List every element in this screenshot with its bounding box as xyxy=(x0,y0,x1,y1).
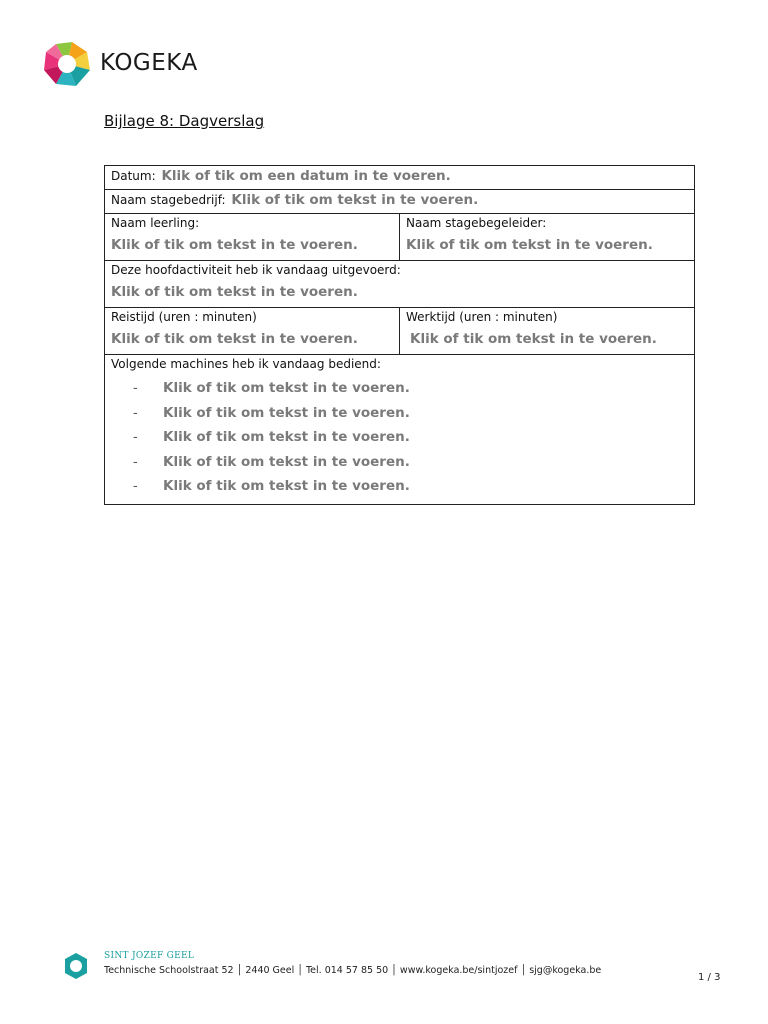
school-logo-icon xyxy=(62,952,90,980)
travel-time-label: Reistijd (uren : minuten) xyxy=(111,310,257,324)
date-row xyxy=(105,166,695,190)
machines-row xyxy=(105,355,695,505)
page-number: 1 / 3 xyxy=(698,972,721,983)
page-title: Bijlage 8: Dagverslag xyxy=(104,112,265,130)
travel-time-field[interactable]: Klik of tik om tekst in te voeren. xyxy=(111,331,358,347)
machines-list xyxy=(111,377,688,500)
names-row xyxy=(105,214,695,261)
supervisor-label: Naam stagebegeleider: xyxy=(406,216,547,230)
list-item xyxy=(133,377,688,402)
machine-field-2[interactable]: Klik of tik om tekst in te voeren. xyxy=(163,404,410,421)
bullet-dash: - xyxy=(133,479,138,494)
list-item xyxy=(133,475,688,500)
school-name: SINT JOZEF GEEL xyxy=(104,951,195,961)
time-row xyxy=(105,308,695,355)
bullet-dash: - xyxy=(133,381,138,396)
student-field[interactable]: Klik of tik om tekst in te voeren. xyxy=(111,237,358,253)
list-item xyxy=(133,451,688,476)
machine-field-1[interactable]: Klik of tik om tekst in te voeren. xyxy=(163,380,410,396)
company-row xyxy=(105,190,695,214)
list-item xyxy=(133,402,688,427)
brand-name: KOGEKA xyxy=(100,50,198,76)
activity-row xyxy=(105,261,695,308)
company-label: Naam stagebedrijf: xyxy=(111,193,226,207)
work-time-field[interactable]: Klik of tik om tekst in te voeren. xyxy=(410,331,657,347)
machine-field-3[interactable]: Klik of tik om tekst in te voeren. xyxy=(163,429,410,445)
date-label: Datum: xyxy=(111,169,156,183)
list-item xyxy=(133,426,688,451)
work-time-label: Werktijd (uren : minuten) xyxy=(406,310,558,324)
company-field[interactable]: Klik of tik om tekst in te voeren. xyxy=(231,192,479,208)
bullet-dash: - xyxy=(133,405,138,421)
bullet-dash: - xyxy=(133,454,138,470)
machine-field-4[interactable]: Klik of tik om tekst in te voeren. xyxy=(163,453,410,470)
bullet-dash: - xyxy=(133,430,138,445)
machines-label: Volgende machines heb ik vandaag bediend: xyxy=(111,357,381,371)
student-label: Naam leerling: xyxy=(111,216,200,230)
kogeka-logo-icon xyxy=(42,40,92,88)
day-report-form xyxy=(104,165,695,505)
supervisor-field[interactable]: Klik of tik om tekst in te voeren. xyxy=(406,237,653,253)
machine-field-5[interactable]: Klik of tik om tekst in te voeren. xyxy=(163,478,410,494)
date-field[interactable]: Klik of tik om een datum in te voeren. xyxy=(161,168,451,184)
activity-field[interactable]: Klik of tik om tekst in te voeren. xyxy=(111,284,358,300)
activity-label: Deze hoofdactiviteit heb ik vandaag uitgevoerd: xyxy=(111,263,401,277)
school-address: Technische Schoolstraat 52 │ 2440 Geel │ Tel. 014 57 85 50 │ www.kogeka.be/sintjozef │ sjg@kogeka.be xyxy=(104,965,602,976)
